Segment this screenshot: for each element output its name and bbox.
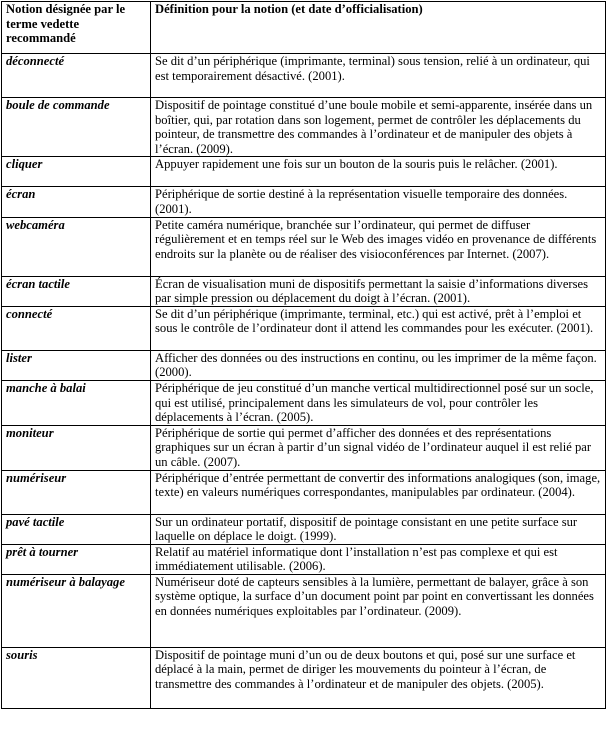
definition-cell: Périphérique d’entrée permettant de convertir des informations analogiques (son, image, texte) en valeurs numériques correspondantes, manipulables par ordinateur. (2004). — [151, 470, 606, 514]
table-row — [2, 306, 606, 350]
term-cell: écran — [2, 187, 151, 217]
definition-cell: Dispositif de pointage muni d’un ou de deux boutons et qui, posé sur une surface et déplacé à la main, permet de diriger les mouvements du pointeur à l’écran, de transmettre des commandes à l’ordinateur et de manipuler des objets. (2005). — [151, 647, 606, 708]
header-definition: Définition pour la notion (et date d’officialisation) — [151, 2, 606, 54]
definition-cell: Relatif au matériel informatique dont l’installation n’est pas complexe et qui est immédiatement utilisable. (2006). — [151, 544, 606, 574]
definition-cell: Sur un ordinateur portatif, dispositif de pointage consistant en une petite surface sur laquelle on déplace le doigt. (1999). — [151, 514, 606, 544]
table-header-row — [2, 2, 606, 54]
definition-cell: Se dit d’un périphérique (imprimante, terminal, etc.) qui est activé, prêt à l’emploi et sous le contrôle de l’ordinateur dont il attend les commandes pour les exécuter. (2001). — [151, 306, 606, 350]
term-cell: numériseur — [2, 470, 151, 514]
definition-cell: Périphérique de sortie destiné à la représentation visuelle temporaire des données. (2001). — [151, 187, 606, 217]
table-row — [2, 544, 606, 574]
definition-cell: Dispositif de pointage constitué d’une boule mobile et semi-apparente, insérée dans un boîtier, qui, par rotation dans son logement, permet de contrôler les déplacements du pointeur, de transmettre des commandes à l’ordinateur et de manipuler des objets à l’écran. (2009). — [151, 98, 606, 157]
term-cell: cliquer — [2, 157, 151, 187]
definition-cell: Périphérique de sortie qui permet d’afficher des données et des représentations graphiques sur un écran à partir d’un signal vidéo de l’ordinateur auquel il est relié par un câble. (2007). — [151, 425, 606, 470]
table-row — [2, 98, 606, 157]
term-cell: connecté — [2, 306, 151, 350]
term-cell: boule de commande — [2, 98, 151, 157]
definition-cell: Afficher des données ou des instructions en continu, ou les imprimer de la même façon. (2000). — [151, 350, 606, 380]
table-row — [2, 157, 606, 187]
term-cell: manche à balai — [2, 380, 151, 425]
table-row — [2, 514, 606, 544]
definition-cell: Numériseur doté de capteurs sensibles à la lumière, permettant de balayer, grâce à son système optique, la surface d’un document point par point en convertissant les données en données numériques exploitables par l’ordinateur. (2009). — [151, 574, 606, 647]
term-cell: écran tactile — [2, 276, 151, 306]
definition-cell: Appuyer rapidement une fois sur un bouton de la souris puis le relâcher. (2001). — [151, 157, 606, 187]
table-row — [2, 380, 606, 425]
table-row — [2, 647, 606, 708]
terminology-table — [1, 1, 606, 709]
definition-cell: Petite caméra numérique, branchée sur l’ordinateur, qui permet de diffuser régulièrement et en temps réel sur le Web des images vidéo en provenance de différents endroits sur la planète ou de réaliser des visioconférences par Internet. (2007). — [151, 217, 606, 276]
definition-cell: Écran de visualisation muni de dispositifs permettant la saisie d’informations diverses par simple pression ou déplacement du doigt à l’écran. (2001). — [151, 276, 606, 306]
term-cell: déconnecté — [2, 54, 151, 98]
table-row — [2, 276, 606, 306]
table-row — [2, 350, 606, 380]
term-cell: webcaméra — [2, 217, 151, 276]
term-cell: lister — [2, 350, 151, 380]
header-term: Notion désignée par le terme vedette recommandé — [2, 2, 151, 54]
term-cell: numériseur à balayage — [2, 574, 151, 647]
term-cell: prêt à tourner — [2, 544, 151, 574]
term-cell: souris — [2, 647, 151, 708]
definition-cell: Se dit d’un périphérique (imprimante, terminal) sous tension, relié à un ordinateur, qui est temporairement désactivé. (2001). — [151, 54, 606, 98]
table-row — [2, 217, 606, 276]
definition-cell: Périphérique de jeu constitué d’un manche vertical multidirectionnel posé sur un socle, qui est utilisé, principalement dans les simulateurs de vol, pour contrôler les déplacements à l’écran. (2005). — [151, 380, 606, 425]
table-row — [2, 470, 606, 514]
term-cell: pavé tactile — [2, 514, 151, 544]
table-row — [2, 54, 606, 98]
term-cell: moniteur — [2, 425, 151, 470]
table-row — [2, 574, 606, 647]
table-row — [2, 425, 606, 470]
table-row — [2, 187, 606, 217]
